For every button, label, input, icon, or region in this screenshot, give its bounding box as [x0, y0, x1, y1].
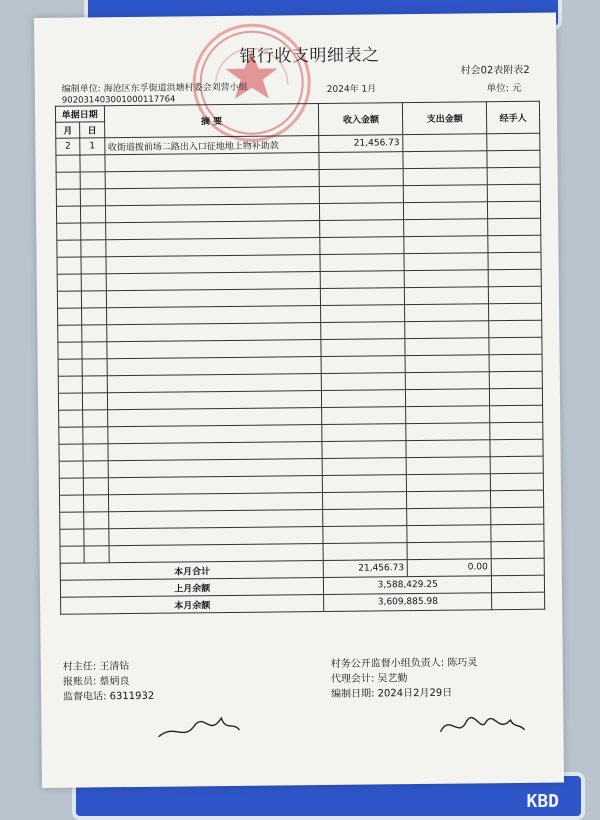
blank-table-cell — [490, 473, 543, 491]
compiled-date: 编制日期: 2024日2月29日 — [331, 687, 453, 700]
blank-table-cell — [83, 376, 107, 393]
report-period: 2024年 1月 — [326, 84, 377, 95]
income-header: 收入金额 — [319, 103, 403, 136]
blank-table-cell — [321, 339, 405, 357]
blank-table-cell — [321, 271, 405, 289]
oversight-leader: 村务公开监督小组负责人: 陈巧灵 — [330, 657, 478, 670]
blank-table-cell — [489, 303, 542, 321]
blank-table-cell — [321, 305, 405, 323]
blank-table-cell — [60, 512, 84, 529]
blank-table-cell — [81, 274, 105, 291]
blank-table-cell — [407, 491, 491, 509]
month-header: 月 — [56, 122, 80, 138]
agent-accountant: 代理会计: 吴艺勤 — [330, 673, 408, 685]
reporter: 报账员: 蔡炳良 — [62, 676, 130, 688]
current-balance-row — [61, 592, 545, 614]
blank-table-cell — [322, 390, 406, 408]
blank-table-cell — [81, 206, 105, 223]
blank-table-cell — [56, 189, 80, 206]
blank-table-cell — [404, 253, 488, 271]
row-day: 1 — [80, 138, 104, 155]
row-handler — [487, 133, 540, 151]
blank-table-cell — [403, 151, 487, 169]
blank-table-cell — [491, 490, 544, 508]
blank-table-cell — [59, 478, 83, 495]
blank-table-cell — [323, 526, 407, 544]
blank-table-cell — [407, 542, 491, 560]
blank-table-cell — [320, 237, 404, 255]
blank-table-cell — [320, 220, 404, 238]
blank-table-cell — [404, 270, 488, 288]
blank-table-cell — [83, 427, 107, 444]
paper-sheet — [34, 13, 564, 788]
row-income: 21,456.73 — [319, 135, 403, 153]
blank-table-cell — [404, 219, 488, 237]
blank-table-cell — [59, 427, 83, 444]
blank-table-rows — [56, 150, 544, 563]
voucher-date-header: 单据日期 — [55, 106, 104, 123]
blank-table-cell — [60, 529, 84, 546]
blank-table-cell — [58, 359, 82, 376]
blank-table-cell — [489, 371, 542, 389]
blank-table-cell — [84, 546, 108, 563]
village-head: 村主任: 王清钻 — [62, 661, 130, 673]
blank-table-cell — [80, 172, 104, 189]
blank-table-cell — [490, 456, 543, 474]
blank-table-cell — [320, 254, 404, 272]
blank-table-cell — [82, 308, 106, 325]
blank-table-cell — [404, 202, 488, 220]
blank-table-cell — [407, 474, 491, 492]
blank-table-cell — [321, 322, 405, 340]
blank-table-cell — [488, 252, 541, 270]
blank-table-cell — [491, 524, 544, 542]
blank-table-cell — [323, 492, 407, 510]
blank-table-cell — [407, 525, 491, 543]
blank-table-cell — [84, 478, 108, 495]
month-total-label: 本月合计 — [60, 560, 324, 580]
blank-table-cell — [406, 406, 490, 424]
blank-table-cell — [56, 172, 80, 189]
previous-balance-label: 上月余额 — [60, 577, 324, 597]
blank-table-cell — [322, 424, 406, 442]
blank-table-cell — [323, 475, 407, 493]
blank-table-cell — [58, 393, 82, 410]
bank-statement-table — [55, 101, 545, 615]
handler-header: 经手人 — [486, 101, 539, 134]
compiling-unit: 编制单位: 海沧区东孚街道洪塘村委会刘营小组 — [61, 82, 248, 95]
current-balance-value: 3,609,885.98 — [324, 593, 492, 612]
blank-table-cell — [81, 257, 105, 274]
blank-table-cell — [84, 512, 108, 529]
blank-table-cell — [56, 155, 80, 172]
kbd-label: KBD — [526, 791, 559, 812]
blank-table-cell — [319, 152, 403, 170]
blank-table-cell — [81, 223, 105, 240]
blank-table-cell — [81, 240, 105, 257]
blank-table-cell — [57, 240, 81, 257]
blank-table-cell — [490, 405, 543, 423]
blank-table-cell — [60, 546, 84, 563]
current-balance-handler — [492, 592, 545, 610]
footer-right — [331, 655, 478, 702]
blank-table-cell — [489, 337, 542, 355]
blank-table-cell — [83, 461, 107, 478]
blank-table-cell — [84, 495, 108, 512]
blank-table-cell — [57, 223, 81, 240]
blank-table-cell — [83, 410, 107, 427]
table-header-row — [55, 101, 539, 122]
blank-table-cell — [323, 509, 407, 527]
blank-table-cell — [323, 458, 407, 476]
blank-table-cell — [320, 186, 404, 204]
handwritten-signature-right — [436, 703, 526, 744]
blank-table-cell — [406, 423, 490, 441]
blank-table-cell — [322, 373, 406, 391]
footer-left — [63, 659, 155, 705]
blank-table-cell — [489, 354, 542, 372]
blank-table-cell — [82, 325, 106, 342]
blank-table-cell — [82, 291, 106, 308]
blank-table-cell — [491, 507, 544, 525]
day-header: 日 — [80, 122, 104, 138]
blank-table-cell — [324, 543, 408, 561]
handwritten-signature-left — [153, 706, 243, 747]
blank-table-cell — [490, 422, 543, 440]
blank-table-cell — [57, 291, 81, 308]
row-month: 2 — [56, 138, 80, 155]
expense-header: 支出金额 — [403, 102, 487, 135]
blank-table-cell — [487, 167, 540, 185]
blank-table-cell — [404, 236, 488, 254]
blank-table-cell — [406, 389, 490, 407]
blank-table-cell — [487, 184, 540, 202]
blank-table-cell — [406, 457, 490, 475]
current-balance-label: 本月余额 — [61, 594, 325, 614]
blank-table-cell — [57, 257, 81, 274]
blank-table-cell — [84, 529, 108, 546]
blank-table-cell — [405, 321, 489, 339]
blank-table-cell — [488, 286, 541, 304]
blank-table-cell — [490, 439, 543, 457]
blank-table-cell — [58, 342, 82, 359]
blank-table-cell — [489, 388, 542, 406]
blank-table-cell — [403, 168, 487, 186]
month-income-total: 21,456.73 — [324, 560, 408, 578]
supervisor-phone: 监督电话: 6311932 — [63, 690, 155, 703]
row-summary: 收街道拨前场二路出入口征地地上物补助款 — [104, 136, 319, 155]
previous-balance-handler — [491, 575, 544, 593]
blank-table-cell — [406, 440, 490, 458]
summary-header: 摘 要 — [104, 104, 319, 138]
blank-table-cell — [320, 169, 404, 187]
blank-table-cell — [405, 372, 489, 390]
blank-table-cell — [82, 342, 106, 359]
blank-table-cell — [405, 287, 489, 305]
currency-unit: 单位: 元 — [486, 82, 522, 95]
blank-table-cell — [489, 320, 542, 338]
blank-table-cell — [83, 444, 107, 461]
blank-table-cell — [59, 444, 83, 461]
blank-table-cell — [488, 269, 541, 287]
blank-table-cell — [488, 218, 541, 236]
blank-table-cell — [487, 150, 540, 168]
blank-table-cell — [81, 189, 105, 206]
blank-table-cell — [321, 288, 405, 306]
blank-table-cell — [488, 235, 541, 253]
blank-table-cell — [57, 274, 81, 291]
blank-table-cell — [83, 393, 107, 410]
unit-code: 902031403001000117764 — [61, 94, 176, 106]
blank-table-cell — [405, 355, 489, 373]
blank-table-cell — [487, 201, 540, 219]
month-expense-total: 0.00 — [407, 559, 491, 577]
blank-table-cell — [82, 359, 106, 376]
row-expense — [403, 134, 487, 152]
blank-table-cell — [404, 185, 488, 203]
blank-table-cell — [58, 308, 82, 325]
month-total-handler — [491, 558, 544, 576]
blank-table-cell — [405, 304, 489, 322]
blank-table-cell — [322, 407, 406, 425]
blank-table-cell — [59, 410, 83, 427]
blank-table-cell — [491, 541, 544, 559]
form-number: 村会02表附表2 — [460, 64, 530, 77]
blank-table-cell — [59, 461, 83, 478]
blank-table-cell — [407, 508, 491, 526]
blank-table-cell — [59, 495, 83, 512]
blank-table-cell — [405, 338, 489, 356]
blank-table-cell — [322, 441, 406, 459]
blank-table-cell — [80, 155, 104, 172]
blank-table-cell — [322, 356, 406, 374]
blank-table-cell — [320, 203, 404, 221]
blank-table-cell — [56, 206, 80, 223]
blank-table-cell — [58, 325, 82, 342]
blank-table-cell — [58, 376, 82, 393]
previous-balance-value: 3,588,429.25 — [324, 576, 492, 595]
document-title: 银行收支明细表之 — [239, 45, 380, 67]
